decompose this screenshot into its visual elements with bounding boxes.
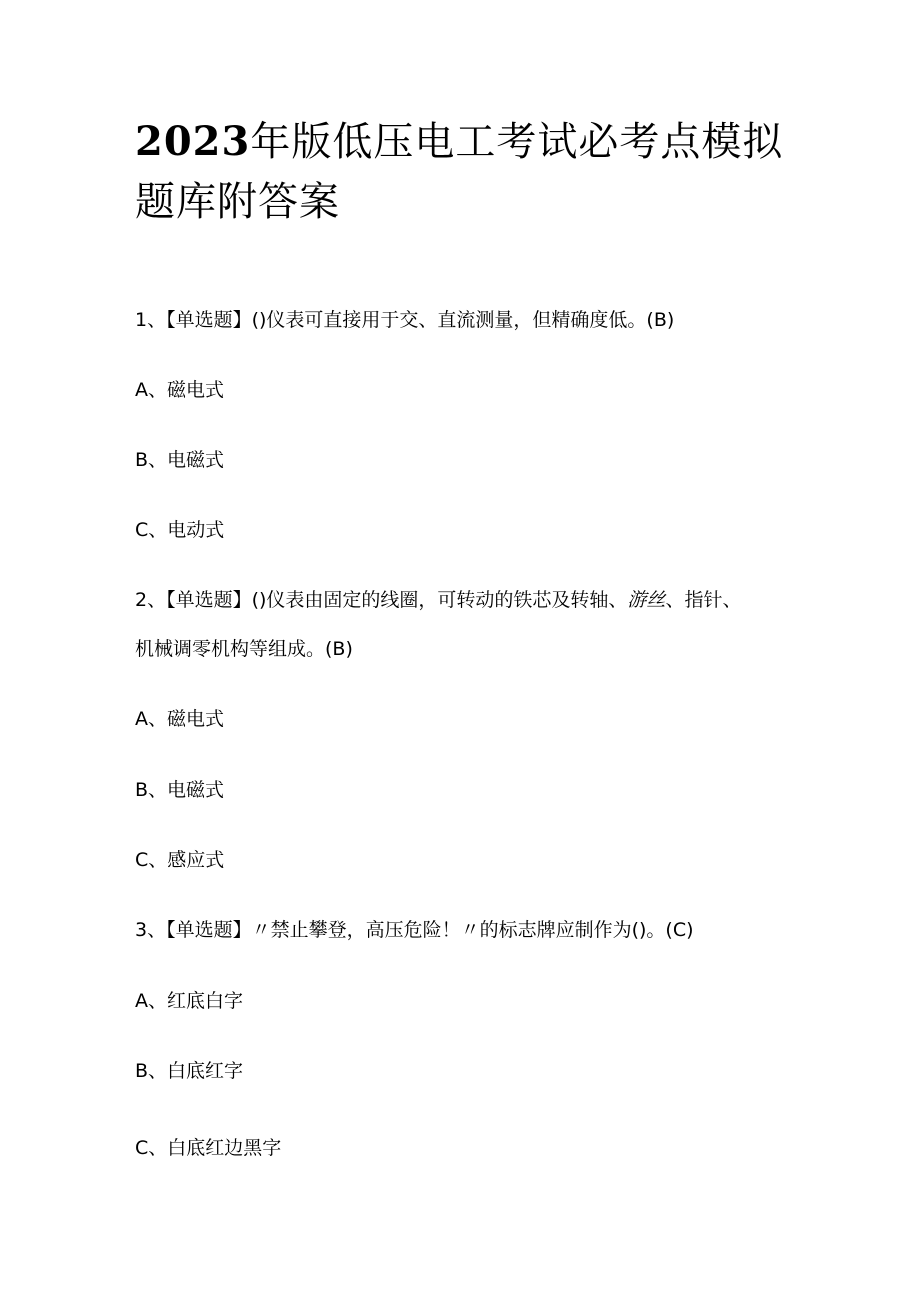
question-3-option-b: B、白底红字	[135, 1060, 244, 1082]
question-3-option-c: C、白底红边黑字	[135, 1137, 282, 1159]
question-2-stem-line-1	[135, 588, 741, 612]
question-3-stem: 3、【单选题】〃禁止攀登，高压危险！〃的标志牌应制作为()。(C)	[135, 919, 694, 941]
question-1-option-c: C、电动式	[135, 519, 225, 541]
question-1-stem: 1、【单选题】()仪表可直接用于交、直流测量，但精确度低。(B)	[135, 309, 675, 331]
question-2-stem-part-a: 2、【单选题】()仪表由固定的线圈，可转动的铁芯及转轴、	[135, 589, 628, 611]
question-2-option-b: B、电磁式	[135, 779, 225, 801]
question-3-option-a: A、红底白字	[135, 990, 243, 1012]
question-1-option-b: B、电磁式	[135, 449, 225, 471]
question-2-stem-line-2: 机械调零机构等组成。(B)	[135, 638, 353, 660]
title-year: 2023	[135, 118, 251, 165]
question-2-stem-part-b: 、指针、	[665, 589, 742, 611]
question-2-option-a: A、磁电式	[135, 708, 224, 730]
question-2-stem-italic: 游丝	[627, 589, 666, 611]
document-title	[135, 112, 815, 232]
question-2-option-c: C、感应式	[135, 849, 225, 871]
question-1-option-a: A、磁电式	[135, 379, 224, 401]
title-text: 年版低压电工考试必考点模拟题库附答案	[135, 119, 784, 225]
